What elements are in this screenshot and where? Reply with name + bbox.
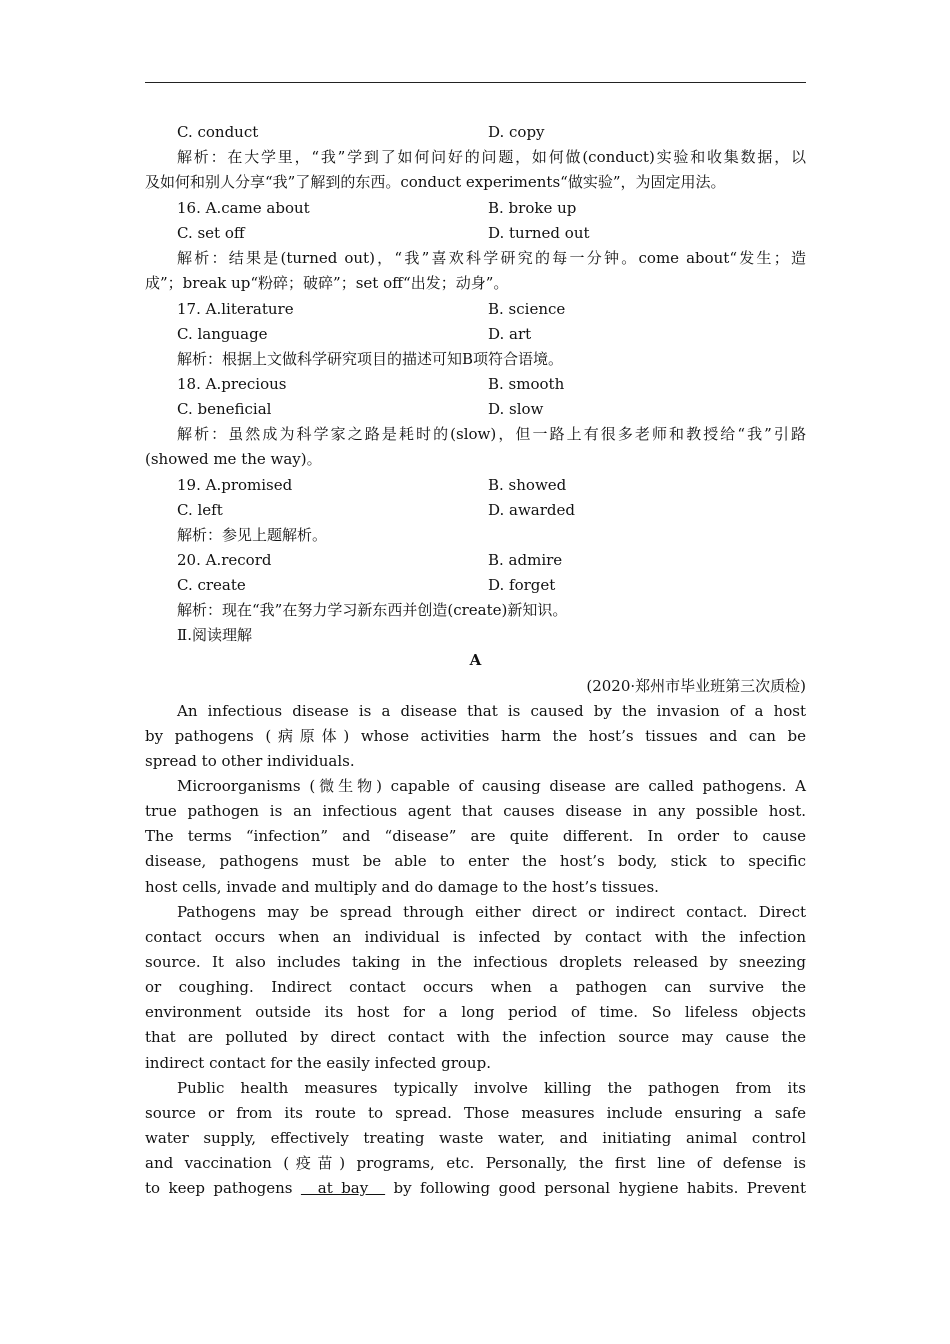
q18-explanation-line1: 解析：虽然成为科学家之路是耗时的(slow)，但一路上有很多老师和教授给“我”引路: [177, 425, 806, 443]
p4-line: water supply, effectively treating waste water, and initiating animal control: [145, 1129, 806, 1147]
p4-last-after: by following good personal hygiene habits. Prevent: [385, 1179, 806, 1197]
p4-last-before: to keep pathogens: [145, 1179, 301, 1197]
q19-option-c: C. left: [177, 501, 223, 519]
q15-explanation-line2: 及如何和别人分享“我”了解到的东西。conduct experiments“做实验”，为固定用法。: [145, 173, 726, 191]
q18-option-d: D. slow: [488, 400, 544, 418]
header-rule: [145, 82, 806, 83]
q15-option-d: D. copy: [488, 123, 545, 141]
p3-line: indirect contact for the easily infected group.: [145, 1054, 491, 1072]
p4-line: Public health measures typically involve killing the pathogen from its: [177, 1079, 806, 1097]
q16-option-a: 16. A.came about: [177, 199, 310, 217]
p4-line: source or from its route to spread. Those measures include ensuring a safe: [145, 1104, 806, 1122]
q19-option-a: 19. A.promised: [177, 476, 293, 494]
q17-option-d: D. art: [488, 325, 532, 343]
q20-option-d: D. forget: [488, 576, 556, 594]
q16-option-c: C. set off: [177, 224, 245, 242]
q18-option-a: 18. A.precious: [177, 375, 287, 393]
q16-explanation-line1: 解析：结果是(turned out)，“我”喜欢科学研究的每一分钟。come about“发生；造: [177, 249, 806, 267]
p4-line: and vaccination (疫苗) programs, etc. Personally, the first line of defense is: [145, 1154, 806, 1172]
q20-option-a: 20. A.record: [177, 551, 272, 569]
p2-line: The terms “infection” and “disease” are quite different. In order to cause: [145, 827, 806, 845]
p3-line: environment outside its host for a long period of time. So lifeless objects: [145, 1003, 806, 1021]
q15-option-c: C. conduct: [177, 123, 259, 141]
p2-line: true pathogen is an infectious agent that causes disease in any possible host.: [145, 802, 806, 820]
q16-option-d: D. turned out: [488, 224, 590, 242]
section-heading: Ⅱ.阅读理解: [177, 626, 252, 644]
p4-last-line: [145, 1176, 806, 1201]
p3-line: that are polluted by direct contact with the infection source may cause the: [145, 1028, 806, 1046]
q17-option-a: 17. A.literature: [177, 300, 294, 318]
q15-explanation-line1: 解析：在大学里，“我”学到了如何问好的问题，如何做(conduct)实验和收集数据，以: [177, 148, 806, 166]
p2-line: disease, pathogens must be able to enter the host’s body, stick to specific: [145, 852, 806, 870]
q16-explanation-line2: 成”；break up“粉碎；破碎”；set off“出发；动身”。: [145, 274, 509, 292]
q16-option-b: B. broke up: [488, 199, 577, 217]
p3-line: Pathogens may be spread through either direct or indirect contact. Direct: [177, 903, 806, 921]
q20-option-c: C. create: [177, 576, 246, 594]
q18-option-b: B. smooth: [488, 375, 565, 393]
fill-blank-at-bay: at bay: [300, 1179, 386, 1197]
q19-option-b: B. showed: [488, 476, 567, 494]
p1-line: by pathogens (病原体) whose activities harm the host’s tissues and can be: [145, 727, 806, 745]
p2-line: Microorganisms (微生物) capable of causing disease are called pathogens. A: [177, 777, 806, 795]
p3-line: or coughing. Indirect contact occurs when a pathogen can survive the: [145, 978, 806, 996]
p1-line: An infectious disease is a disease that is caused by the invasion of a host: [177, 702, 806, 720]
q17-option-b: B. science: [488, 300, 566, 318]
q20-explanation: 解析：现在“我”在努力学习新东西并创造(create)新知识。: [177, 601, 568, 619]
q20-option-b: B. admire: [488, 551, 563, 569]
q18-explanation-line2: (showed me the way)。: [145, 450, 322, 468]
passage-source: (2020·郑州市毕业班第三次质检): [586, 677, 806, 695]
p2-line: host cells, invade and multiply and do damage to the host’s tissues.: [145, 878, 659, 896]
q17-explanation: 解析：根据上文做科学研究项目的描述可知B项符合语境。: [177, 350, 564, 368]
p1-line: spread to other individuals.: [145, 752, 355, 770]
p3-line: contact occurs when an individual is infected by contact with the infection: [145, 928, 806, 946]
p3-line: source. It also includes taking in the infectious droplets released by sneezing: [145, 953, 806, 971]
q19-option-d: D. awarded: [488, 501, 576, 519]
q17-option-c: C. language: [177, 325, 268, 343]
passage-label: A: [469, 651, 482, 669]
q19-explanation: 解析：参见上题解析。: [177, 526, 328, 544]
q18-option-c: C. beneficial: [177, 400, 272, 418]
